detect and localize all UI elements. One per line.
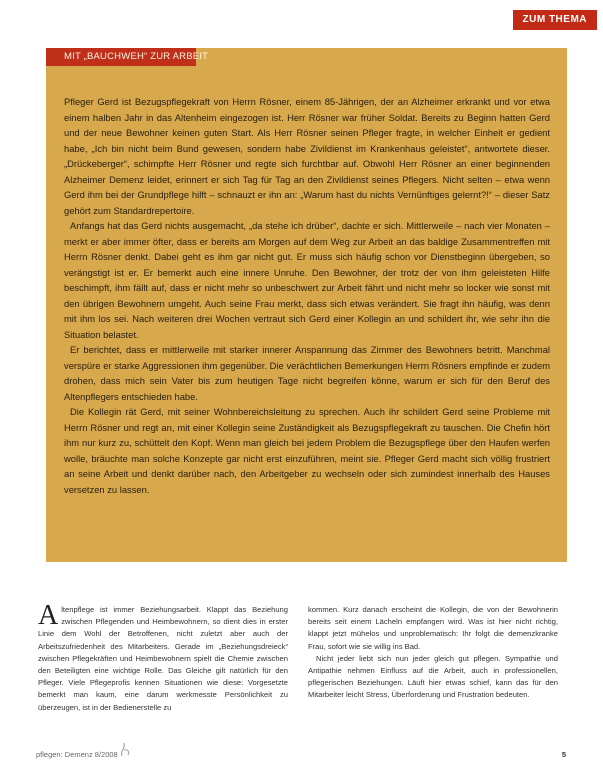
page-number: 5	[561, 750, 566, 759]
case-paragraph: Er berichtet, dass er mittlerweile mit starker innerer Anspannung das Zimmer des Bewohners betritt. Manchmal verspüre er starke Aggressionen ihm gegenüber. Die verächtlichen Bemerkungen Herrn Rösners empfinde er zudem drohen, dass mich sein Vater bis zum heutigen Tage nicht begreifen könne, warum er sich für den Beruf des Altenpflegers entschieden habe.	[64, 344, 550, 402]
article-paragraph: kommen. Kurz danach erscheint die Kollegin, die von der Bewohnerin bereits seit einem Lächeln empfangen wird. Was ist hier nicht richtig, klappt jetzt mühelos und unproblematisch: Ihr folgt die demenzkranke Frau, sofort wie sie willig ins Bad.	[308, 605, 558, 651]
article-column-right	[308, 604, 558, 702]
article-paragraph	[38, 600, 288, 714]
case-paragraph: Pfleger Gerd ist Bezugspflegekraft von Herrn Rösner, einem 85-Jährigen, der an Alzheimer erkrankt und vor etwa einem halben Jahr in das Altenheim eingezogen ist. Herr Rösner war früher Soldat. Bereits zu Beginn hatten Gerd und der neue Bewohner keinen guten Start. Als Herr Rösner seinen Pfleger fragte, in welcher Einheit er gedient habe, „Ich bin nicht beim Bund gewesen, sondern habe Zivildienst im Krankenhaus geleistet“, antwortete dieser. „Drückeberger“, schimpfte Herr Rösner und regte sich furchtbar auf. Obwohl Herr Rösner an einer beginnenden Alzheimer Demenz leidet, erinnert er sich Tag für Tag an den Zivildienst seines Pflegers. Nicht selten – etwa wenn Gerd ihm bei der Grundpflege hilft – schnauzt er ihn an: „Warum hast du nichts Vernünftiges gelernt?!“ – dieser Satz gehört zum Standardrepertoire.	[64, 96, 550, 216]
top-bar	[0, 0, 603, 30]
case-study-header	[46, 48, 209, 66]
magazine-logo-icon	[118, 742, 132, 758]
article-paragraph: Nicht jeder liebt sich nun jeder gleich gut pflegen. Sympathie und Antipathie nehmen Einfluss auf die Arbeit, auch in professionellen, pflegerischen Beziehungen. Läuft hier etwas schief, kann das für den Mitarbeiter leicht Stress, Überforderung und Frustration bedeuten.	[308, 653, 558, 700]
section-topic-tag: ZUM THEMA	[513, 10, 598, 30]
publication-name: pflegen: Demenz 8/2008	[36, 750, 118, 759]
case-study-title: MIT „BAUCHWEH“ ZUR ARBEIT	[64, 51, 209, 62]
case-paragraph: Die Kollegin rät Gerd, mit seiner Wohnbereichsleitung zu sprechen. Auch ihr schildert Gerd seine Probleme mit Herrn Rösner und regt an, mit einer Kollegin seine Zuständigkeit als Bezugspflegekraft zu tauschen. Die Chefin hört ihm nur kurz zu, schüttelt den Kopf. Wenn man gleich bei jedem Problem die Bezugspflege über den Haufen werfen wolle, bräuchte man solche Konzepte gar nicht erst einzuführen, meint sie. Pfleger Gerd macht sich völlig frustriert an seine Arbeit und denkt darüber nach, den Arbeitgeber zu wechseln oder sich zumindest innerhalb des Hauses versetzen zu lassen.	[64, 406, 550, 495]
case-study-box	[46, 48, 567, 562]
article-column-left	[38, 600, 288, 714]
case-study-text	[64, 94, 550, 497]
page-footer	[36, 750, 566, 764]
case-paragraph: Anfangs hat das Gerd nichts ausgemacht, „da stehe ich drüber“, dachte er sich. Mittlerweile – nach vier Monaten – merkt er aber immer öfter, dass er bereits am Morgen auf dem Weg zur Arbeit an das baldige Zusammentreffen mit Herrn Rösner denkt. Dabei geht es ihm gar nicht gut. Er muss sich häufig schon vor Dienstbeginn übergeben, so verängstigt ist er. Er bemerkt auch eine innere Unruhe. Den Bewohner, der trotz der von ihm geleisteten Hilfe beschimpft, ihm fällt auf, dass er nicht mehr so unbeschwert zur Arbeit fährt und nicht mehr so locker wie sonst mit den übrigen Bewohnern umgeht. Auch seine Frau merkt, dass sich etwas verändert. Sie fragt ihn häufig, was denn mit ihm los sei. Nach weiteren drei Wochen vertraut sich Gerd einer Kollegin an und schildert ihr, wie sehr ihn die Situation belastet.	[64, 220, 550, 340]
article-text: ltenpflege ist immer Beziehungsarbeit. Klappt das Beziehung zwischen Pflegenden und Heimbewohnern, so dient dies in erster Linie dem Wohl der Betroffenen, nicht zuletzt aber auch der Arbeitszufriedenheit des Mitarbeiters. Gerade im „Beziehungsdreieck“ zwischen Pflegekräften und Heimbewohnern spielt die Chemie zwischen den Beteiligten eine wichtige Rolle. Das Gleiche gilt natürlich für den Pfleger. Viele Pflegeprofis kennen Situationen wie diese: Vorgesetzte bemerkt man kaum, eine darum werkmesste Persönlichkeit zu überzeugen, ist in der Bedienerstelle zu	[38, 605, 288, 712]
drop-cap: A	[38, 600, 59, 631]
